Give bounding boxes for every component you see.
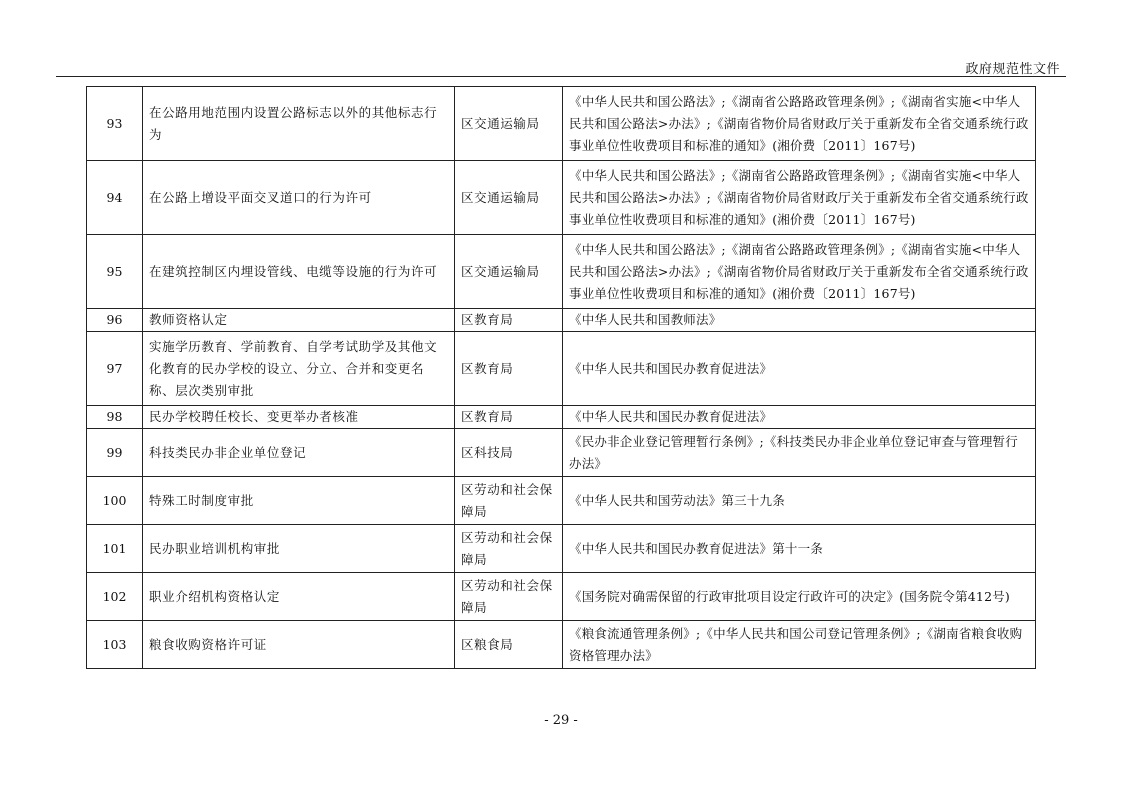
row-number: 98 <box>87 406 143 429</box>
table-row <box>87 332 1036 406</box>
table-row <box>87 477 1036 525</box>
row-department: 区劳动和社会保障局 <box>455 573 563 621</box>
row-legal-basis: 《中华人民共和国民办教育促进法》第十一条 <box>563 525 1036 573</box>
approval-items-table <box>86 86 1036 669</box>
document-type-label: 政府规范性文件 <box>965 62 1060 77</box>
row-legal-basis: 《粮食流通管理条例》;《中华人民共和国公司登记管理条例》;《湖南省粮食收购资格管理办法》 <box>563 621 1036 669</box>
header-divider <box>56 76 1066 77</box>
row-item-name: 教师资格认定 <box>143 309 455 332</box>
row-number: 102 <box>87 573 143 621</box>
row-number: 100 <box>87 477 143 525</box>
row-item-name: 粮食收购资格许可证 <box>143 621 455 669</box>
table-row <box>87 235 1036 309</box>
table-row <box>87 87 1036 161</box>
row-item-name: 科技类民办非企业单位登记 <box>143 429 455 477</box>
row-number: 97 <box>87 332 143 406</box>
row-item-name: 在建筑控制区内埋设管线、电缆等设施的行为许可 <box>143 235 455 309</box>
row-legal-basis: 《国务院对确需保留的行政审批项目设定行政许可的决定》(国务院令第412号) <box>563 573 1036 621</box>
row-legal-basis: 《中华人民共和国民办教育促进法》 <box>563 406 1036 429</box>
row-number: 103 <box>87 621 143 669</box>
table-row <box>87 621 1036 669</box>
table-body <box>87 87 1036 669</box>
page-number: - 29 - <box>544 713 578 728</box>
row-number: 96 <box>87 309 143 332</box>
row-item-name: 特殊工时制度审批 <box>143 477 455 525</box>
row-department: 区交通运输局 <box>455 87 563 161</box>
row-department: 区粮食局 <box>455 621 563 669</box>
row-department: 区教育局 <box>455 332 563 406</box>
row-department: 区交通运输局 <box>455 235 563 309</box>
row-number: 94 <box>87 161 143 235</box>
table-row <box>87 429 1036 477</box>
row-department: 区劳动和社会保障局 <box>455 477 563 525</box>
row-item-name: 民办职业培训机构审批 <box>143 525 455 573</box>
table-row <box>87 309 1036 332</box>
row-number: 93 <box>87 87 143 161</box>
row-department: 区劳动和社会保障局 <box>455 525 563 573</box>
row-legal-basis: 《中华人民共和国公路法》;《湖南省公路路政管理条例》;《湖南省实施<中华人民共和国公路法>办法》;《湖南省物价局省财政厅关于重新发布全省交通系统行政事业单位性收费项目和标准的通知》(湘价费〔2011〕167号) <box>563 161 1036 235</box>
row-department: 区交通运输局 <box>455 161 563 235</box>
row-item-name: 民办学校聘任校长、变更举办者核准 <box>143 406 455 429</box>
row-legal-basis: 《中华人民共和国公路法》;《湖南省公路路政管理条例》;《湖南省实施<中华人民共和国公路法>办法》;《湖南省物价局省财政厅关于重新发布全省交通系统行政事业单位性收费项目和标准的通知》(湘价费〔2011〕167号) <box>563 235 1036 309</box>
table-row <box>87 161 1036 235</box>
table-row <box>87 525 1036 573</box>
row-number: 95 <box>87 235 143 309</box>
row-department: 区教育局 <box>455 309 563 332</box>
row-department: 区科技局 <box>455 429 563 477</box>
row-legal-basis: 《中华人民共和国民办教育促进法》 <box>563 332 1036 406</box>
row-item-name: 在公路用地范围内设置公路标志以外的其他标志行为 <box>143 87 455 161</box>
row-number: 101 <box>87 525 143 573</box>
row-number: 99 <box>87 429 143 477</box>
row-item-name: 在公路上增设平面交叉道口的行为许可 <box>143 161 455 235</box>
row-legal-basis: 《民办非企业登记管理暂行条例》;《科技类民办非企业单位登记审查与管理暂行办法》 <box>563 429 1036 477</box>
table-row <box>87 573 1036 621</box>
row-department: 区教育局 <box>455 406 563 429</box>
row-legal-basis: 《中华人民共和国教师法》 <box>563 309 1036 332</box>
row-legal-basis: 《中华人民共和国公路法》;《湖南省公路路政管理条例》;《湖南省实施<中华人民共和国公路法>办法》;《湖南省物价局省财政厅关于重新发布全省交通系统行政事业单位性收费项目和标准的通知》(湘价费〔2011〕167号) <box>563 87 1036 161</box>
row-legal-basis: 《中华人民共和国劳动法》第三十九条 <box>563 477 1036 525</box>
table-row <box>87 406 1036 429</box>
row-item-name: 职业介绍机构资格认定 <box>143 573 455 621</box>
row-item-name: 实施学历教育、学前教育、自学考试助学及其他文化教育的民办学校的设立、分立、合并和变更名称、层次类别审批 <box>143 332 455 406</box>
